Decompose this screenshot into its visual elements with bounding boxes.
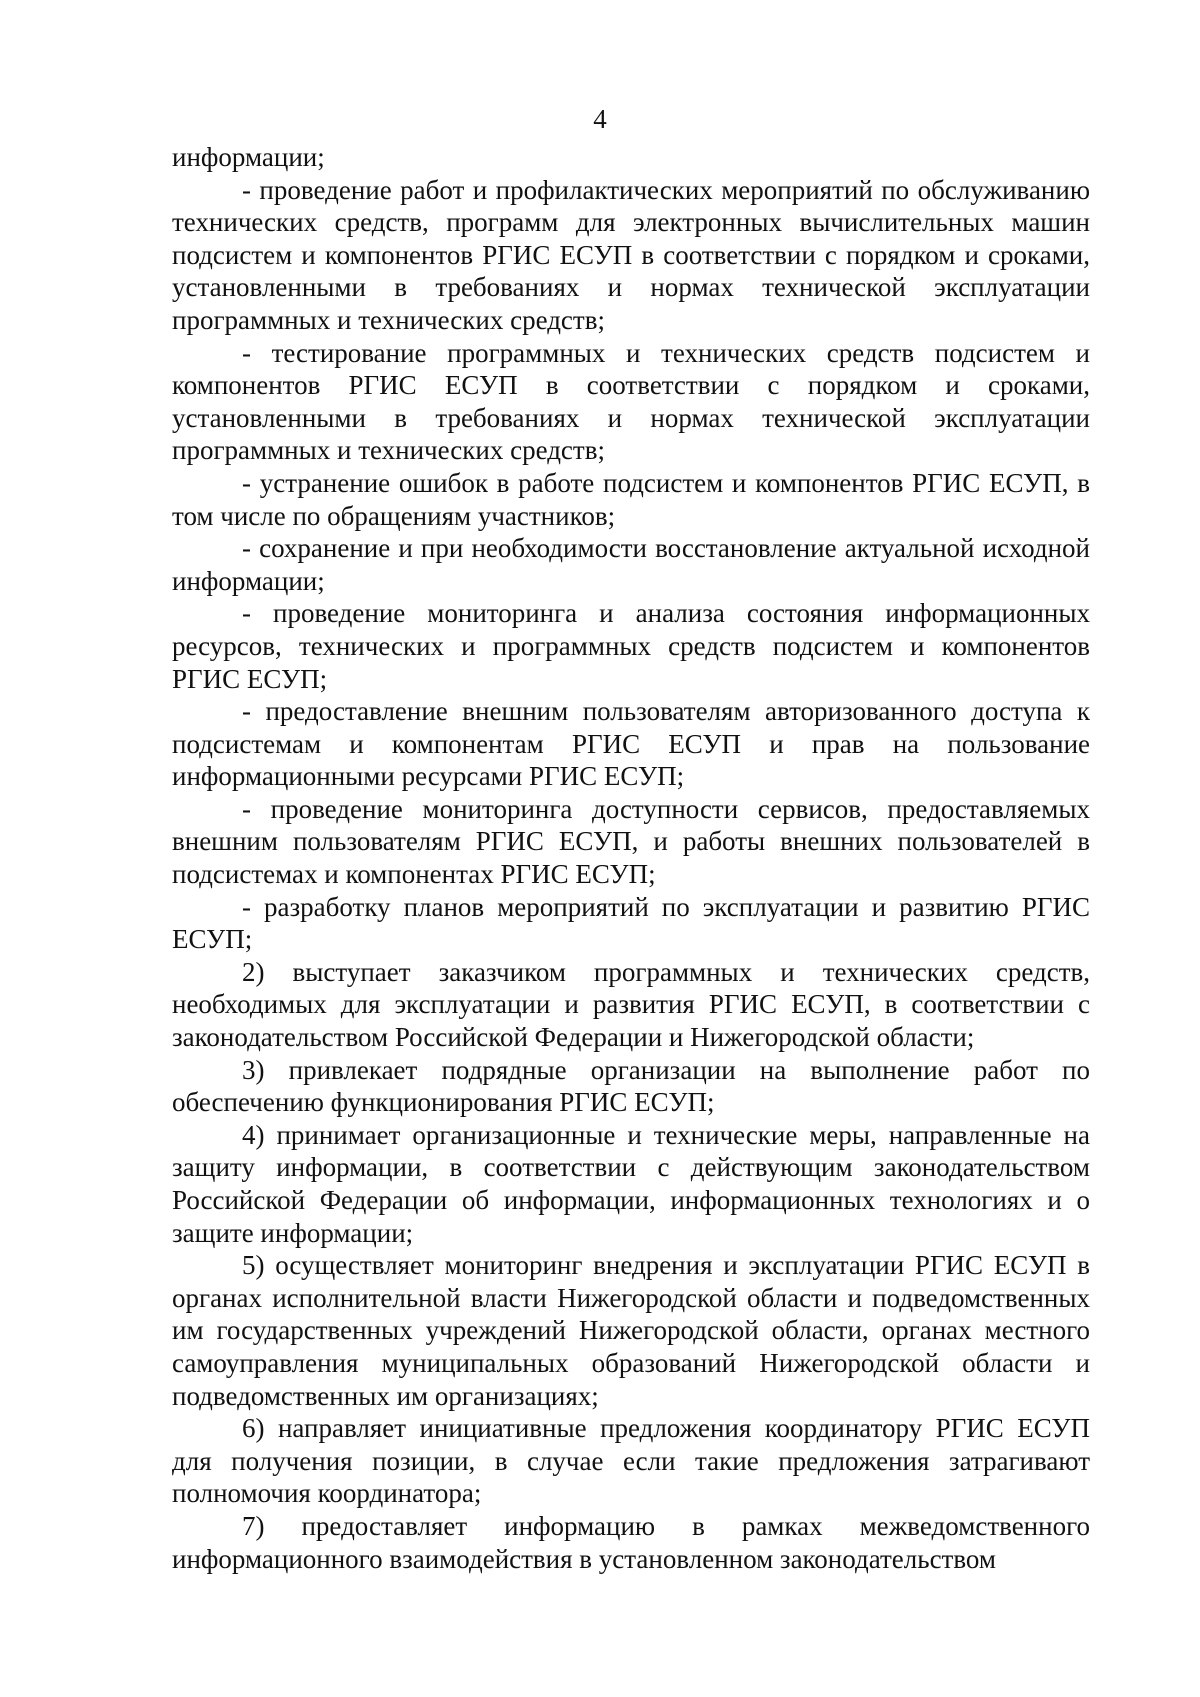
paragraph-error-fixing: - устранение ошибок в работе подсистем и компонентов РГИС ЕСУП, в том числе по обращениям участников; [172,467,1090,531]
paragraph-item-5: 5) осуществляет мониторинг внедрения и эксплуатации РГИС ЕСУП в органах исполнительной власти Нижегородской области и подведомственных им государственных учреждений Нижегородской области, органах местного самоуправления муниципальных образований Нижегородской области и подведомственных им организациях; [172,1250,1090,1411]
page-number: 4 [593,104,607,134]
paragraph-continuation: информации; [172,142,325,172]
paragraph-access-provision: - предоставление внешним пользователям авторизованного доступа к подсистемам и компонентам РГИС ЕСУП и прав на пользование информационными ресурсами РГИС ЕСУП; [172,696,1090,792]
paragraph-development-plans: - разработку планов мероприятий по эксплуатации и развитию РГИС ЕСУП; [172,891,1090,955]
paragraph-data-backup: - сохранение и при необходимости восстановление актуальной исходной информации; [172,533,1090,596]
paragraph-item-6: 6) направляет инициативные предложения координатору РГИС ЕСУП для получения позиции, в случае если такие предложения затрагивают полномочия координатора; [172,1413,1090,1509]
paragraph-item-2: 2) выступает заказчиком программных и технических средств, необходимых для эксплуатации и развития РГИС ЕСУП, в соответствии с законодательством Российской Федерации и Нижегородской области; [172,956,1090,1053]
paragraph-item-3: 3) привлекает подрядные организации на выполнение работ по обеспечению функционирования РГИС ЕСУП; [172,1054,1090,1118]
paragraph-resource-monitoring: - проведение мониторинга и анализа состояния информационных ресурсов, технических и программных средств подсистем и компонентов РГИС ЕСУП; [172,598,1090,694]
paragraph-testing: - тестирование программных и технических средств подсистем и компонентов РГИС ЕСУП в соответствии с порядком и сроками, установленными в требованиях и нормах технической эксплуатации программных и технических средств; [172,337,1090,466]
paragraph-maintenance: - проведение работ и профилактических мероприятий по обслуживанию технических средств, программ для электронных вычислительных машин подсистем и компонентов РГИС ЕСУП в соответствии с порядком и сроками, установленными в требованиях и нормах технической эксплуатации программных и технических средств; [172,174,1090,335]
document-body [172,141,1090,1575]
paragraph-item-4: 4) принимает организационные и технические меры, направленные на защиту информации, в соответствии с действующим законодательством Российской Федерации об информации, информационных технологиях и о защите информации; [172,1119,1090,1248]
paragraph-service-monitoring: - проведение мониторинга доступности сервисов, предоставляемых внешним пользователям РГИС ЕСУП, и работы внешних пользователей в подсистемах и компонентах РГИС ЕСУП; [172,793,1090,890]
paragraph-item-7: 7) предоставляет информацию в рамках межведомственного информационного взаимодействия в установленном законодательством [172,1510,1090,1574]
